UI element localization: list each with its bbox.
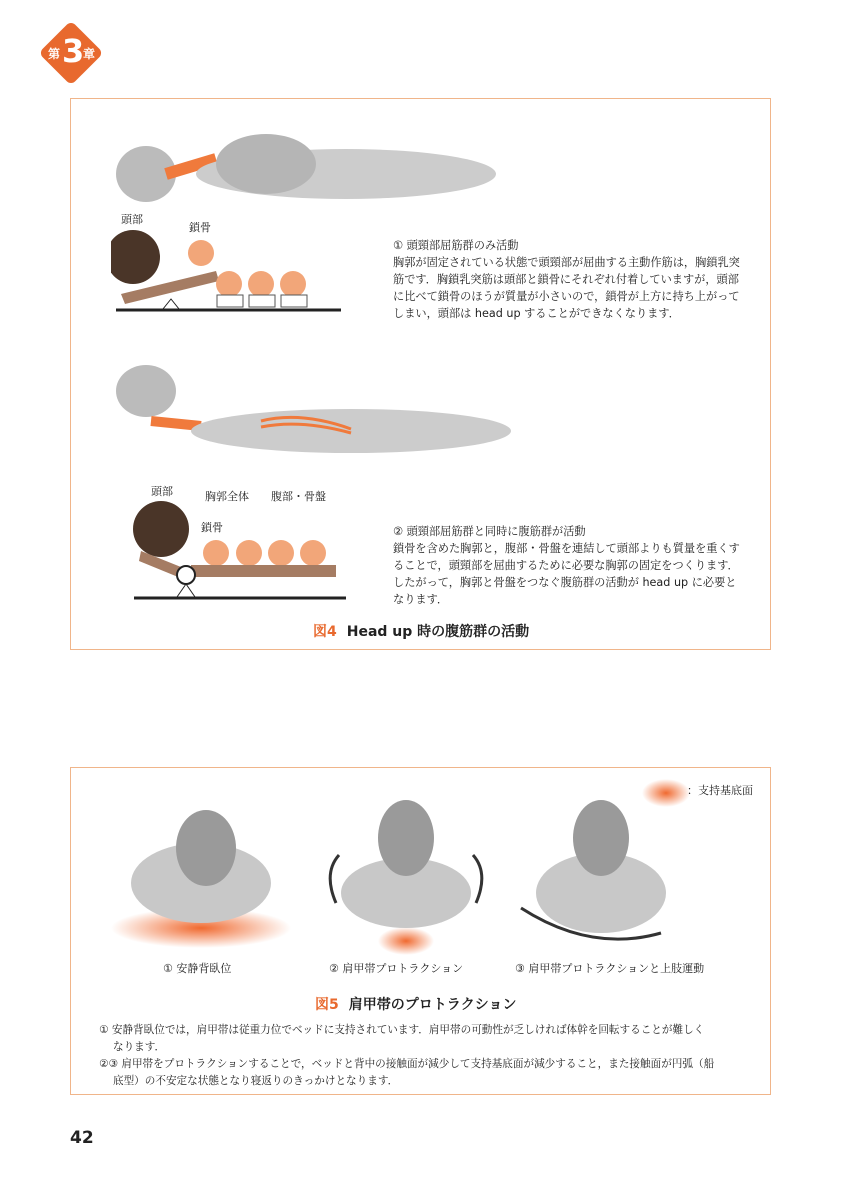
panel-label-2: ② 肩甲帯プロトラクション (329, 962, 464, 975)
chapter-suffix: 章 (83, 47, 96, 61)
figure-number: 図5 (315, 997, 339, 1013)
label-head: 頭部 (151, 485, 173, 498)
skeleton-illustration-2 (101, 361, 521, 471)
chapter-prefix: 第 (48, 47, 61, 61)
text-line: に比べて鎖骨のほうが質量が小さいので，鎖骨が上方に持ち上がって (393, 290, 740, 303)
seesaw-diagram-2 (131, 499, 351, 609)
panel2-heading: ② 頭頸部屈筋群と同時に腹筋群が活動 (393, 525, 586, 538)
figure-5-caption (315, 994, 516, 1014)
chapter-badge (38, 20, 104, 86)
figure-5 (70, 767, 771, 1095)
figure-title: 肩甲帯のプロトラクション (348, 997, 517, 1013)
note-line: ②③ 肩甲帯をプロトラクションすることで，ベッドと背中の接触面が減少して支持基底面が減少すること，また接触面が円弧（船 (99, 1058, 715, 1070)
page-number: 42 (70, 1128, 94, 1148)
text-line: なります． (393, 593, 449, 606)
figure-title: Head up 時の腹筋群の活動 (346, 624, 530, 640)
text-line: ることで，頭頸部を屈曲するために必要な胸郭の固定をつくります． (393, 559, 739, 572)
note-line: ① 安静背臥位では，肩甲帯は従重力位でベッドに支持されています．肩甲帯の可動性が乏しければ体幹を回転することが難しく (99, 1024, 705, 1036)
panel2-description (393, 523, 740, 608)
shoulder-illustrations (91, 793, 771, 958)
panel1-description (393, 237, 740, 322)
panel1-heading: ① 頭頸部屈筋群のみ活動 (393, 239, 519, 252)
chapter-number: 3 (62, 32, 85, 70)
skeleton-illustration-1 (96, 119, 516, 219)
label-thorax: 胸郭全体 (205, 490, 249, 503)
label-clavicle: 鎖骨 (189, 221, 211, 234)
label-abdomen-pelvis: 腹部・骨盤 (271, 490, 326, 503)
figure-5-notes (99, 1022, 714, 1090)
legend-label: ：支持基底面 (687, 784, 753, 797)
figure-number: 図4 (313, 624, 337, 640)
label-head: 頭部 (121, 213, 143, 226)
text-line: 筋です．胸鎖乳突筋は頭部と鎖骨にそれぞれ付着していますが，頭部 (393, 273, 739, 286)
text-line: 胸郭が固定されている状態で頭頸部が屈曲する主動作筋は，胸鎖乳突 (393, 256, 740, 269)
panel-label-3: ③ 肩甲帯プロトラクションと上肢運動 (515, 962, 705, 975)
label-clavicle: 鎖骨 (201, 521, 223, 534)
text-line: したがって，胸郭と骨盤をつなぐ腹筋群の活動が head up に必要と (393, 576, 737, 589)
figure-4-caption (313, 621, 529, 641)
text-line: しまい，頭部は head up することができなくなります． (393, 307, 680, 320)
note-line: 底型）の不安定な状態となり寝返りのきっかけとなります． (113, 1075, 399, 1087)
figure-4 (70, 98, 771, 650)
note-line: なります． (113, 1041, 166, 1053)
panel-label-1: ① 安静背臥位 (163, 962, 232, 975)
text-line: 鎖骨を含めた胸郭と，腹部・骨盤を連結して頭部よりも質量を重くす (393, 542, 740, 555)
seesaw-diagram-1 (111, 229, 351, 319)
